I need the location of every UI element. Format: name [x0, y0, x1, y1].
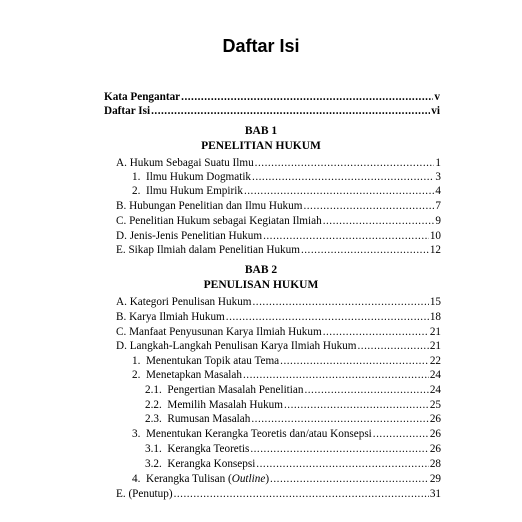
entry-page: 31: [429, 488, 441, 500]
entry-number: 2.1.: [145, 384, 162, 396]
entry-page: 24: [429, 369, 441, 381]
toc-entry[interactable]: [145, 412, 441, 426]
entry-label: Jenis-Jenis Penelitian Hukum: [129, 230, 263, 242]
page-title: Daftar Isi: [222, 36, 300, 56]
entry-page: 25: [429, 399, 441, 411]
entry-number: 2.: [132, 185, 141, 197]
entry-page: 26: [429, 428, 441, 440]
entry-number: 1.: [132, 355, 141, 367]
dot-leader: [181, 90, 433, 104]
entry-label: Pengertian Masalah Penelitian: [167, 384, 304, 396]
dot-leader: [251, 412, 428, 426]
entry-page: vi: [431, 105, 440, 117]
toc-entry[interactable]: [116, 339, 441, 353]
entry-number: B.: [116, 311, 127, 323]
entry-number: 2.2.: [145, 399, 162, 411]
entry-page: 10: [429, 230, 441, 242]
entry-label: Daftar Isi: [104, 105, 151, 117]
entry-page: 15: [429, 296, 441, 308]
chapter-number: BAB 2: [244, 264, 278, 276]
entry-number: 1.: [132, 171, 141, 183]
toc-entry[interactable]: [145, 398, 441, 412]
entry-label: Ilmu Hukum Dogmatik: [145, 171, 252, 183]
dot-leader: [357, 339, 428, 353]
entry-page: 24: [429, 384, 441, 396]
entry-label: Kategori Penulisan Hukum: [129, 296, 252, 308]
entry-number: 3.2.: [145, 458, 162, 470]
entry-page: 4: [435, 185, 441, 197]
entry-number: A.: [116, 296, 127, 308]
entry-page: 3: [435, 171, 441, 183]
entry-label: Hukum Sebagai Suatu Ilmu: [129, 157, 254, 169]
entry-number: D.: [116, 230, 127, 242]
dot-leader: [373, 427, 429, 441]
entry-label: Hubungan Penelitian dan Ilmu Hukum: [129, 200, 303, 212]
toc-entry-kata-pengantar[interactable]: [104, 90, 440, 104]
toc-entry[interactable]: [145, 457, 441, 471]
toc-entry[interactable]: [145, 383, 441, 397]
dot-leader: [250, 442, 428, 456]
entry-number: B.: [116, 200, 127, 212]
entry-number: E.: [116, 244, 126, 256]
toc-entry[interactable]: [116, 199, 441, 213]
dot-leader: [244, 184, 434, 198]
dot-leader: [280, 354, 429, 368]
toc-entry[interactable]: [132, 472, 441, 486]
dot-leader: [252, 170, 434, 184]
entry-page: 22: [429, 355, 441, 367]
toc-entry-daftar-isi[interactable]: [104, 104, 440, 118]
entry-label: Kerangka Teoretis: [167, 443, 250, 455]
entry-number: 2.: [132, 369, 141, 381]
entry-label: Langkah-Langkah Penulisan Karya Ilmiah Hukum: [129, 340, 357, 352]
entry-label: Menentukan Kerangka Teoretis dan/atau Konsepsi: [145, 428, 372, 440]
dot-leader: [284, 398, 429, 412]
entry-label: Menetapkan Masalah: [145, 369, 242, 381]
dot-leader: [151, 104, 430, 118]
entry-number: 2.3.: [145, 413, 162, 425]
dot-leader: [263, 229, 429, 243]
toc-entry[interactable]: [116, 310, 441, 324]
entry-label: Memilih Masalah Hukum: [167, 399, 283, 411]
entry-page: 18: [429, 311, 441, 323]
entry-page: 1: [435, 157, 441, 169]
dot-leader: [323, 325, 429, 339]
chapter-title: PENELITIAN HUKUM: [201, 140, 321, 152]
dot-leader: [243, 368, 429, 382]
entry-number: C.: [116, 215, 127, 227]
entry-page: 29: [429, 473, 441, 485]
entry-label: Kerangka Konsepsi: [167, 458, 256, 470]
entry-label: Karya Ilmiah Hukum: [129, 311, 225, 323]
dot-leader: [253, 295, 429, 309]
toc-entry[interactable]: [132, 368, 441, 382]
dot-leader: [270, 472, 429, 486]
toc-entry[interactable]: [116, 156, 441, 170]
entry-page: 9: [435, 215, 441, 227]
entry-label: Penelitian Hukum sebagai Kegiatan Ilmiah: [129, 215, 322, 227]
toc-entry[interactable]: [145, 442, 441, 456]
toc-entry[interactable]: [132, 354, 441, 368]
entry-number: E.: [116, 488, 126, 500]
dot-leader: [304, 383, 428, 397]
chapter-title: PENULISAN HUKUM: [203, 279, 319, 291]
entry-label-suffix: ): [265, 473, 270, 485]
entry-label: Kerangka Tulisan (: [145, 473, 232, 485]
toc-entry[interactable]: [116, 325, 441, 339]
entry-number: A.: [116, 157, 127, 169]
entry-page: 21: [429, 340, 441, 352]
dot-leader: [174, 487, 429, 501]
toc-entry[interactable]: [116, 214, 441, 228]
entry-label: Kata Pengantar: [104, 91, 181, 103]
entry-number: 3.1.: [145, 443, 162, 455]
entry-label: Manfaat Penyusunan Karya Ilmiah Hukum: [129, 326, 322, 338]
dot-leader: [301, 243, 429, 257]
entry-label: (Penutup): [128, 488, 173, 500]
toc-entry[interactable]: [116, 295, 441, 309]
entry-page: v: [434, 91, 440, 103]
entry-number: 3.: [132, 428, 141, 440]
entry-page: 26: [429, 413, 441, 425]
entry-number: 4.: [132, 473, 141, 485]
entry-page: 21: [429, 326, 441, 338]
chapter-number: BAB 1: [244, 125, 278, 137]
toc-entry[interactable]: [116, 243, 441, 257]
entry-label: Rumusan Masalah: [167, 413, 251, 425]
dot-leader: [256, 457, 429, 471]
entry-page: 12: [429, 244, 441, 256]
entry-label: Sikap Ilmiah dalam Penelitian Hukum: [128, 244, 300, 256]
toc-entry[interactable]: [132, 427, 441, 441]
toc-entry[interactable]: [132, 170, 441, 184]
entry-page: 28: [429, 458, 441, 470]
entry-page: 26: [429, 443, 441, 455]
dot-leader: [303, 199, 434, 213]
toc-entry[interactable]: [116, 487, 441, 501]
toc-entry[interactable]: [132, 184, 441, 198]
entry-page: 7: [435, 200, 441, 212]
entry-label-italic: Outline: [231, 473, 266, 485]
entry-number: D.: [116, 340, 127, 352]
dot-leader: [323, 214, 435, 228]
entry-number: C.: [116, 326, 127, 338]
dot-leader: [255, 156, 435, 170]
entry-label: Menentukan Topik atau Tema: [145, 355, 280, 367]
toc-entry[interactable]: [116, 229, 441, 243]
entry-label: Ilmu Hukum Empirik: [145, 185, 243, 197]
dot-leader: [226, 310, 429, 324]
